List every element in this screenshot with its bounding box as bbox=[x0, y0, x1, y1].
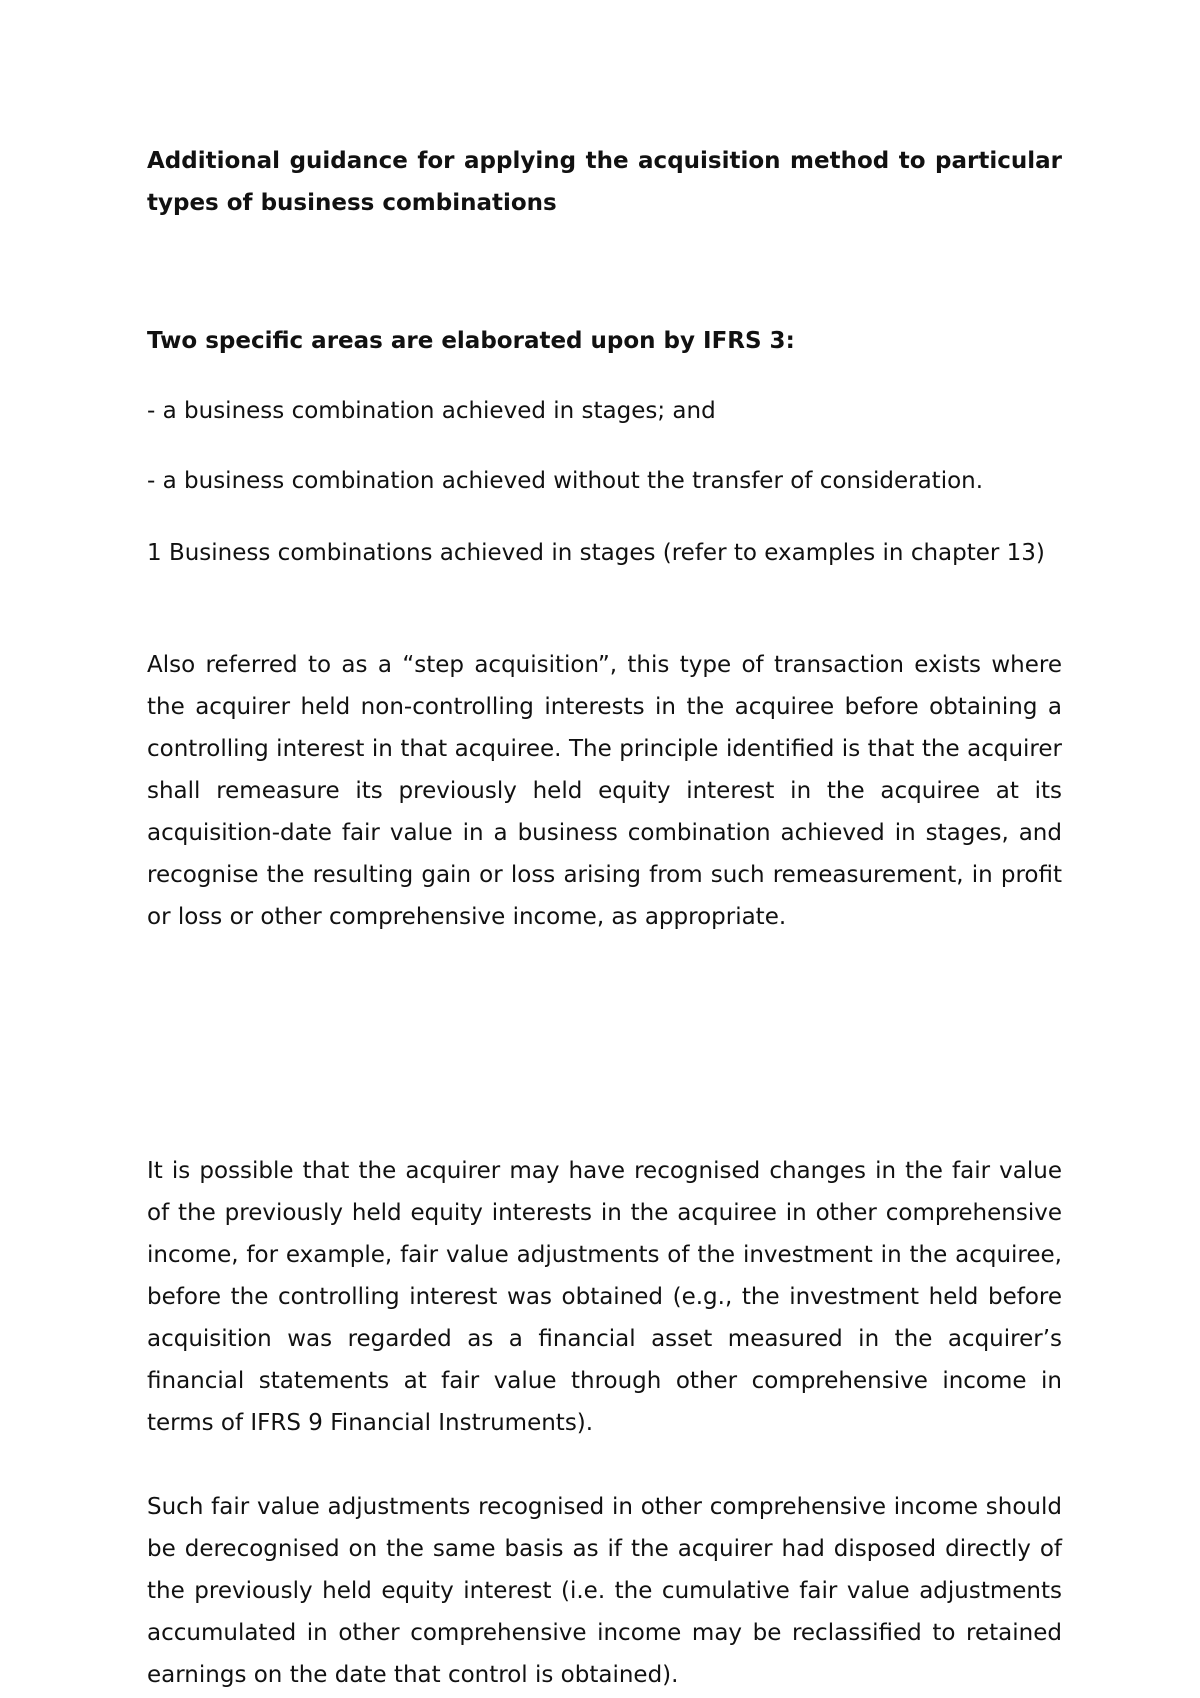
document-title: Additional guidance for applying the acquisition method to particular types of business combinations bbox=[147, 148, 1062, 216]
bullet-item-no-consideration: - a business combination achieved without the transfer of consideration. bbox=[147, 468, 984, 494]
section-heading-stages: 1 Business combinations achieved in stages (refer to examples in chapter 13) bbox=[147, 540, 1045, 566]
paragraph-fair-value-changes: It is possible that the acquirer may have recognised changes in the fair value of the previously held equity interests in the acquiree in other comprehensive income, for example, fair value adjustments of the investment in the acquiree, before the controlling interest was obtained (e.g., the investment held before acquisition was regarded as a financial asset measured in the acquirer’s financial statements at fair value through other comprehensive income in terms of IFRS 9 Financial Instruments). bbox=[147, 1158, 1062, 1436]
paragraph-step-acquisition: Also referred to as a “step acquisition”, this type of transaction exists where the acquirer held non-controlling interests in the acquiree before obtaining a controlling interest in that acquiree. The principle identified is that the acquirer shall remeasure its previously held equity interest in the acquiree at its acquisition-date fair value in a business combination achieved in stages, and recognise the resulting gain or loss arising from such remeasurement, in profit or loss or other comprehensive income, as appropriate. bbox=[147, 652, 1062, 930]
bullet-item-stages: - a business combination achieved in stages; and bbox=[147, 398, 716, 424]
document-page bbox=[147, 140, 1062, 1688]
paragraph-derecognition: Such fair value adjustments recognised in other comprehensive income should be derecognised on the same basis as if the acquirer had disposed directly of the previously held equity interest (i.e. the cumulative fair value adjustments accumulated in other comprehensive income may be reclassified to retained earnings on the date that control is obtained). bbox=[147, 1494, 1062, 1688]
section-subheading: Two specific areas are elaborated upon by IFRS 3: bbox=[147, 328, 795, 354]
